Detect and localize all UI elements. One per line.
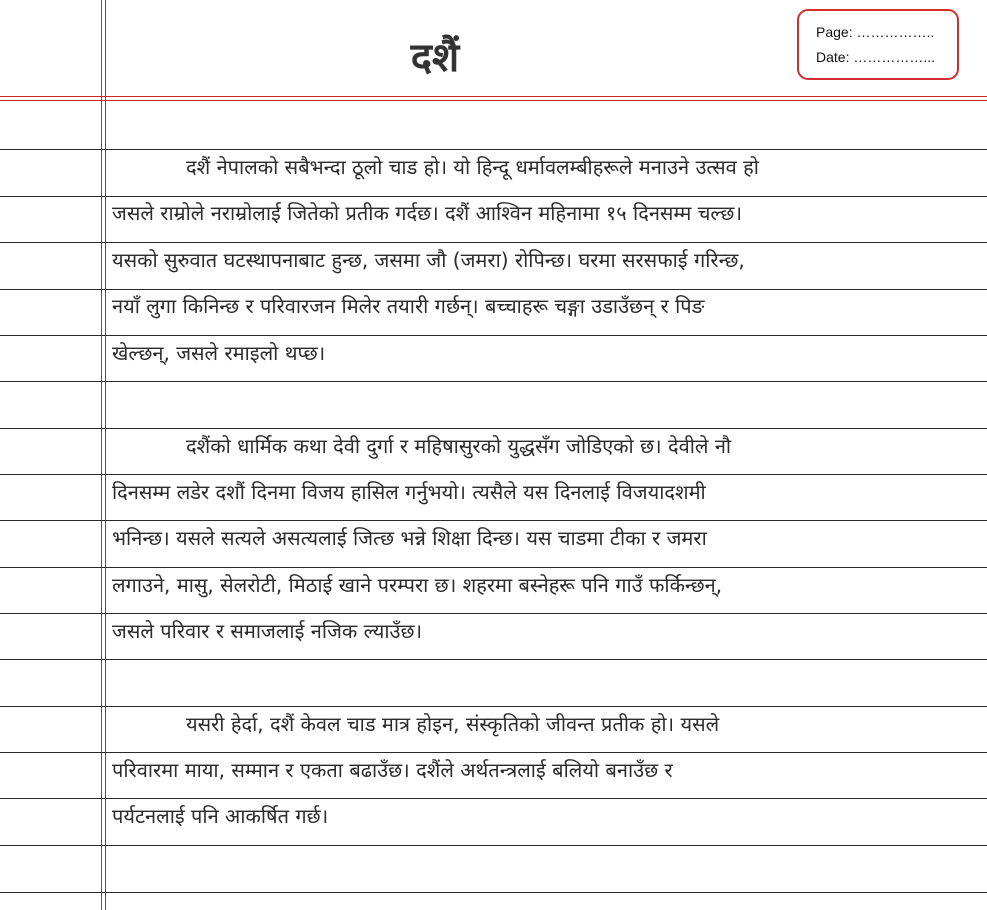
ruled-line: [0, 381, 987, 382]
paragraph-2-line-3: भनिन्छ। यसले सत्यले असत्यलाई जित्छ भन्ने शिक्षा दिन्छ। यस चाडमा टीका र जमरा: [112, 526, 707, 550]
paragraph-2-line-2: दिनसम्म लडेर दशौं दिनमा विजय हासिल गर्नुभयो। त्यसैले यस दिनलाई विजयादशमी: [112, 480, 706, 504]
page-date-box: [797, 9, 959, 80]
header-rule-bottom: [0, 100, 987, 101]
paragraph-1-line-4: नयाँ लुगा किनिन्छ र परिवारजन मिलेर तयारी गर्छन्। बच्चाहरू चङ्गा उडाउँछन् र पिङ: [112, 294, 705, 318]
paragraph-1-line-1: दशैं नेपालको सबैभन्दा ठूलो चाड हो। यो हिन्दू धर्मावलम्बीहरूले मनाउने उत्सव हो: [186, 155, 759, 179]
paragraph-2-line-4: लगाउने, मासु, सेलरोटी, मिठाई खाने परम्परा छ। शहरमा बस्नेहरू पनि गाउँ फर्किन्छन्,: [112, 573, 723, 597]
date-field: Date: ……………...: [816, 49, 936, 65]
paragraph-1-line-3: यसको सुरुवात घटस्थापनाबाट हुन्छ, जसमा जौ (जमरा) रोपिन्छ। घरमा सरसफाई गरिन्छ,: [112, 248, 745, 272]
header-rule-top: [0, 96, 987, 97]
page-title: दशैं: [410, 35, 460, 81]
ruled-line: [0, 659, 987, 660]
paragraph-3-line-2: परिवारमा माया, सम्मान र एकता बढाउँछ। दशैंले अर्थतन्त्रलाई बलियो बनाउँछ र: [112, 758, 673, 782]
page-number-field: Page: ……………..: [816, 24, 935, 40]
paragraph-1-line-5: खेल्छन्, जसले रमाइलो थप्छ।: [112, 341, 326, 365]
ruled-line: [0, 892, 987, 893]
paragraph-3-line-3: पर्यटनलाई पनि आकर्षित गर्छ।: [112, 804, 329, 828]
ruled-line: [0, 845, 987, 846]
paragraph-2-line-1: दशैंको धार्मिक कथा देवी दुर्गा र महिषासुरको युद्धसँग जोडिएको छ। देवीले नौ: [186, 434, 732, 458]
margin-line-right: [105, 0, 106, 910]
paragraph-3-line-1: यसरी हेर्दा, दशैं केवल चाड मात्र होइन, संस्कृतिको जीवन्त प्रतीक हो। यसले: [186, 712, 720, 736]
margin-line-left: [101, 0, 102, 910]
paragraph-1-line-2: जसले राम्रोले नराम्रोलाई जितेको प्रतीक गर्दछ। दशैं आश्विन महिनामा १५ दिनसम्म चल्छ।: [112, 201, 743, 225]
paragraph-2-line-5: जसले परिवार र समाजलाई नजिक ल्याउँछ।: [112, 619, 423, 643]
